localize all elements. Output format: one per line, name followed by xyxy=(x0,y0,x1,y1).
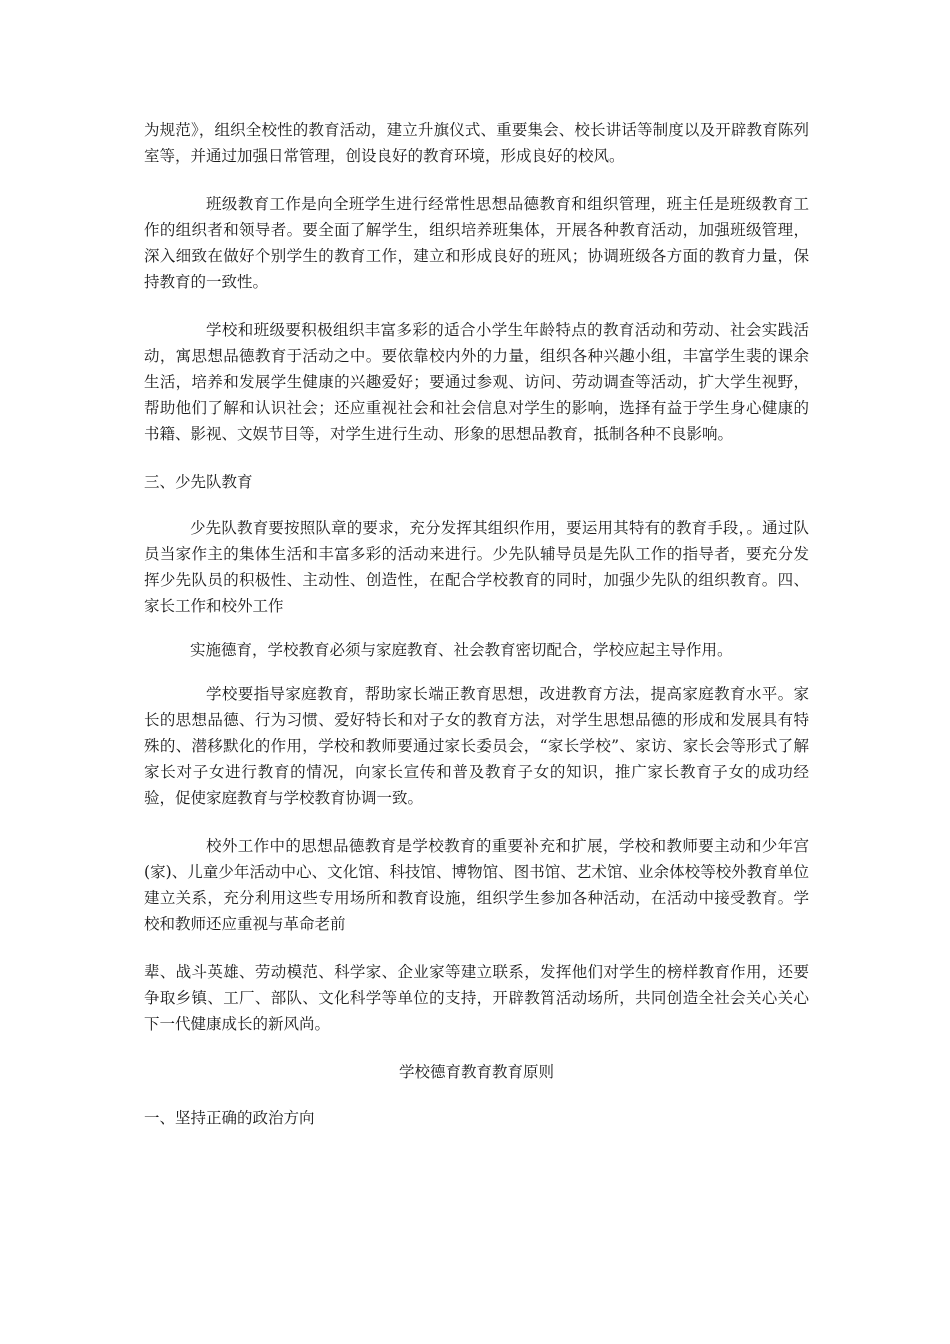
section-heading-political-direction: 一、坚持正确的政治方向 xyxy=(144,1109,315,1127)
paragraph-class-education: 班级教育工作是向全班学生进行经常性思想品德教育和组织管理，班主任是班级教育工作的组织者和领导者。要全面了解学生，组织培养班集体，开展各种教育活动，加强班级管理，深入细致在做好个别学生的教育工作，建立和形成良好的班风；协调班级各方面的教育力量，保持教育的一致性。 xyxy=(144,195,809,291)
section-title-principles: 学校德育教育教育原则 xyxy=(398,1063,554,1081)
document-page xyxy=(144,117,809,1131)
paragraph-activities: 学校和班级要积极组织丰富多彩的适合小学生年龄特点的教育活动和劳动、社会实践活动，寓思想品德教育于活动之中。要依靠校内外的力量，组织各种兴趣小组，丰富学生裴的课余生活，培养和发展学生健康的兴趣爱好；要通过参观、访问、劳动调查等活动，扩大学生视野，帮助他们了解和认识社会；还应重视社会和社会信息对学生的影响，选择有益于学生身心健康的书籍、影视、文娱节目等，对学生进行生动、形象的思想品教育，抵制各种不良影响。 xyxy=(144,321,809,443)
paragraph-family-education: 学校要指导家庭教育，帮助家长端正教育思想，改进教育方法，提高家庭教育水平。家长的思想品德、行为习惯、爱好特长和对子女的教育方法，对学生思想品德的形成和发展具有特殊的、潜移默化的作用，学校和教师要通过家长委员会，“家长学校”、家访、家长会等形式了解家长对子女进行教育的情况，向家长宣传和普及教育子女的知识，推广家长教育子女的成功经验，促使家庭教育与学校教育协调一致。 xyxy=(144,685,809,807)
section-heading-young-pioneers: 三、少先队教育 xyxy=(144,473,253,491)
paragraph-moral-education: 实施德育，学校教育必须与家庭教育、社会教育密切配合，学校应起主导作用。 xyxy=(190,641,733,659)
paragraph-role-models: 辈、战斗英雄、劳动模范、科学家、企业家等建立联系，发挥他们对学生的榜样教育作用，还要争取乡镇、工厂、部队、文化科学等单位的支持，开辟教筲活动场所，共同创造全社会关心关心下一代健康成长的新风尚。 xyxy=(144,963,809,1033)
paragraph-young-pioneers: 少先队教育要按照队章的要求，充分发挥其组织作用，要运用其特有的教育手段，。通过队员当家作主的集体生活和丰富多彩的活动来进行。少先队辅导员是先队工作的指导者，要充分发挥少先队员的积极性、主动性、创造性，在配合学校教育的同时，加强少先队的组织教育。四、家长工作和校外工作 xyxy=(144,519,809,615)
paragraph-outside-school: 校外工作中的思想品德教育是学校教育的重要补充和扩展，学校和教师要主动和少年宫(家)、儿童少年活动中心、文化馆、科技馆、博物馆、图书馆、艺术馆、业余体校等校外教育单位建立关系，充分利用这些专用场所和教育设施，组织学生参加各种活动，在活动中接受教育。学校和教师还应重视与革命老前 xyxy=(144,837,809,933)
paragraph-school-activities: 为规范》，组织全校性的教育活动，建立升旗仪式、重要集会、校长讲话等制度以及开辟教育陈列室等，并通过加强日常管理，创设良好的教育环境，形成良好的校风。 xyxy=(144,121,809,165)
